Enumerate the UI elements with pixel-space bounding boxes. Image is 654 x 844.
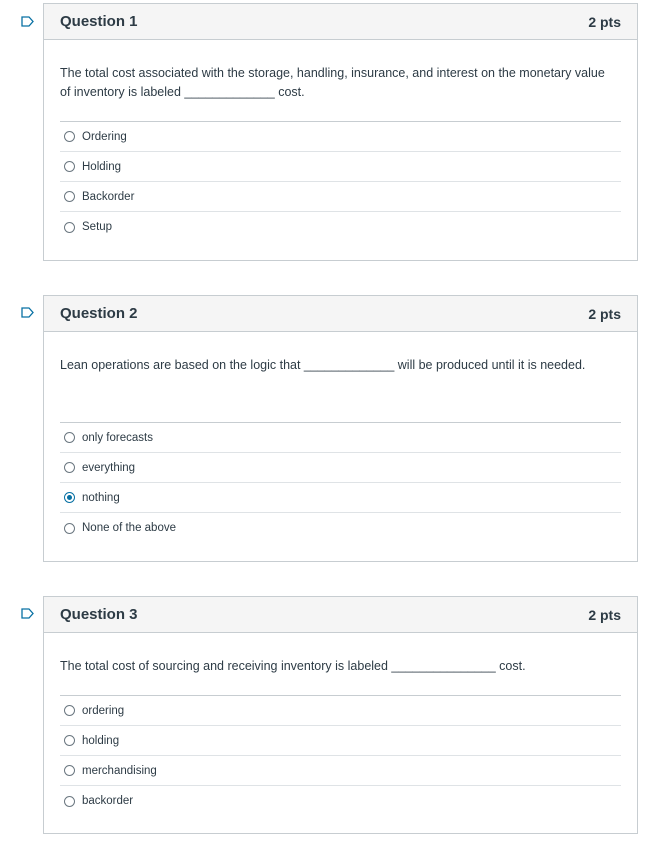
radio-button[interactable] [64, 131, 75, 142]
answer-option[interactable] [60, 122, 621, 152]
answer-label: Holding [82, 160, 121, 173]
answer-label: holding [82, 734, 120, 747]
question-text-line: of inventory is labeled _____________ cost. [60, 85, 305, 99]
answer-list [60, 121, 621, 242]
flag-question-icon[interactable] [21, 608, 34, 619]
question-text-line: The total cost of sourcing and receiving inventory is labeled _______________ cost. [60, 659, 526, 673]
question-points: 2 pts [588, 606, 621, 623]
question-text [60, 633, 621, 695]
question-text-line: The total cost associated with the storage, handling, insurance, and interest on the monetary value [60, 66, 605, 80]
answer-option[interactable] [60, 483, 621, 513]
question-2 [43, 295, 638, 562]
answer-option[interactable] [60, 513, 621, 543]
answer-label: Setup [82, 221, 113, 233]
radio-button[interactable] [64, 705, 75, 716]
radio-button[interactable] [64, 523, 75, 534]
question-text-line: Lean operations are based on the logic that _____________ will be produced until it is needed. [60, 358, 586, 372]
question-title: Question 2 [60, 305, 138, 322]
answer-label: only forecasts [82, 431, 153, 444]
answer-label: backorder [82, 795, 134, 807]
answer-option[interactable] [60, 786, 621, 816]
question-points: 2 pts [588, 305, 621, 322]
answer-option[interactable] [60, 182, 621, 212]
answer-option[interactable] [60, 756, 621, 786]
question-points: 2 pts [588, 13, 621, 30]
radio-button-selected[interactable] [64, 492, 75, 503]
question-title: Question 3 [60, 606, 138, 623]
radio-button[interactable] [64, 796, 75, 807]
answer-label: merchandising [82, 764, 157, 777]
answer-label: nothing [82, 491, 120, 504]
answer-option[interactable] [60, 726, 621, 756]
answer-list [60, 422, 621, 543]
answer-label: None of the above [82, 522, 176, 534]
radio-button[interactable] [64, 222, 75, 233]
radio-button[interactable] [64, 432, 75, 443]
answer-option[interactable] [60, 152, 621, 182]
radio-button[interactable] [64, 191, 75, 202]
answer-label: everything [82, 461, 136, 474]
question-title: Question 1 [60, 13, 138, 30]
answer-label: Backorder [82, 190, 135, 203]
answer-list [60, 695, 621, 816]
question-3 [43, 596, 638, 834]
answer-label: ordering [82, 704, 125, 717]
flag-question-icon[interactable] [21, 307, 34, 318]
question-header [44, 597, 637, 633]
flag-question-icon[interactable] [21, 16, 34, 27]
question-1 [43, 3, 638, 261]
question-header [44, 4, 637, 40]
question-text [60, 332, 621, 422]
answer-option[interactable] [60, 453, 621, 483]
question-text [60, 40, 621, 121]
answer-option[interactable] [60, 696, 621, 726]
answer-option[interactable] [60, 423, 621, 453]
radio-button[interactable] [64, 765, 75, 776]
question-header [44, 296, 637, 332]
radio-button[interactable] [64, 161, 75, 172]
radio-button[interactable] [64, 735, 75, 746]
radio-button[interactable] [64, 462, 75, 473]
answer-label: Ordering [82, 130, 127, 143]
answer-option[interactable] [60, 212, 621, 242]
